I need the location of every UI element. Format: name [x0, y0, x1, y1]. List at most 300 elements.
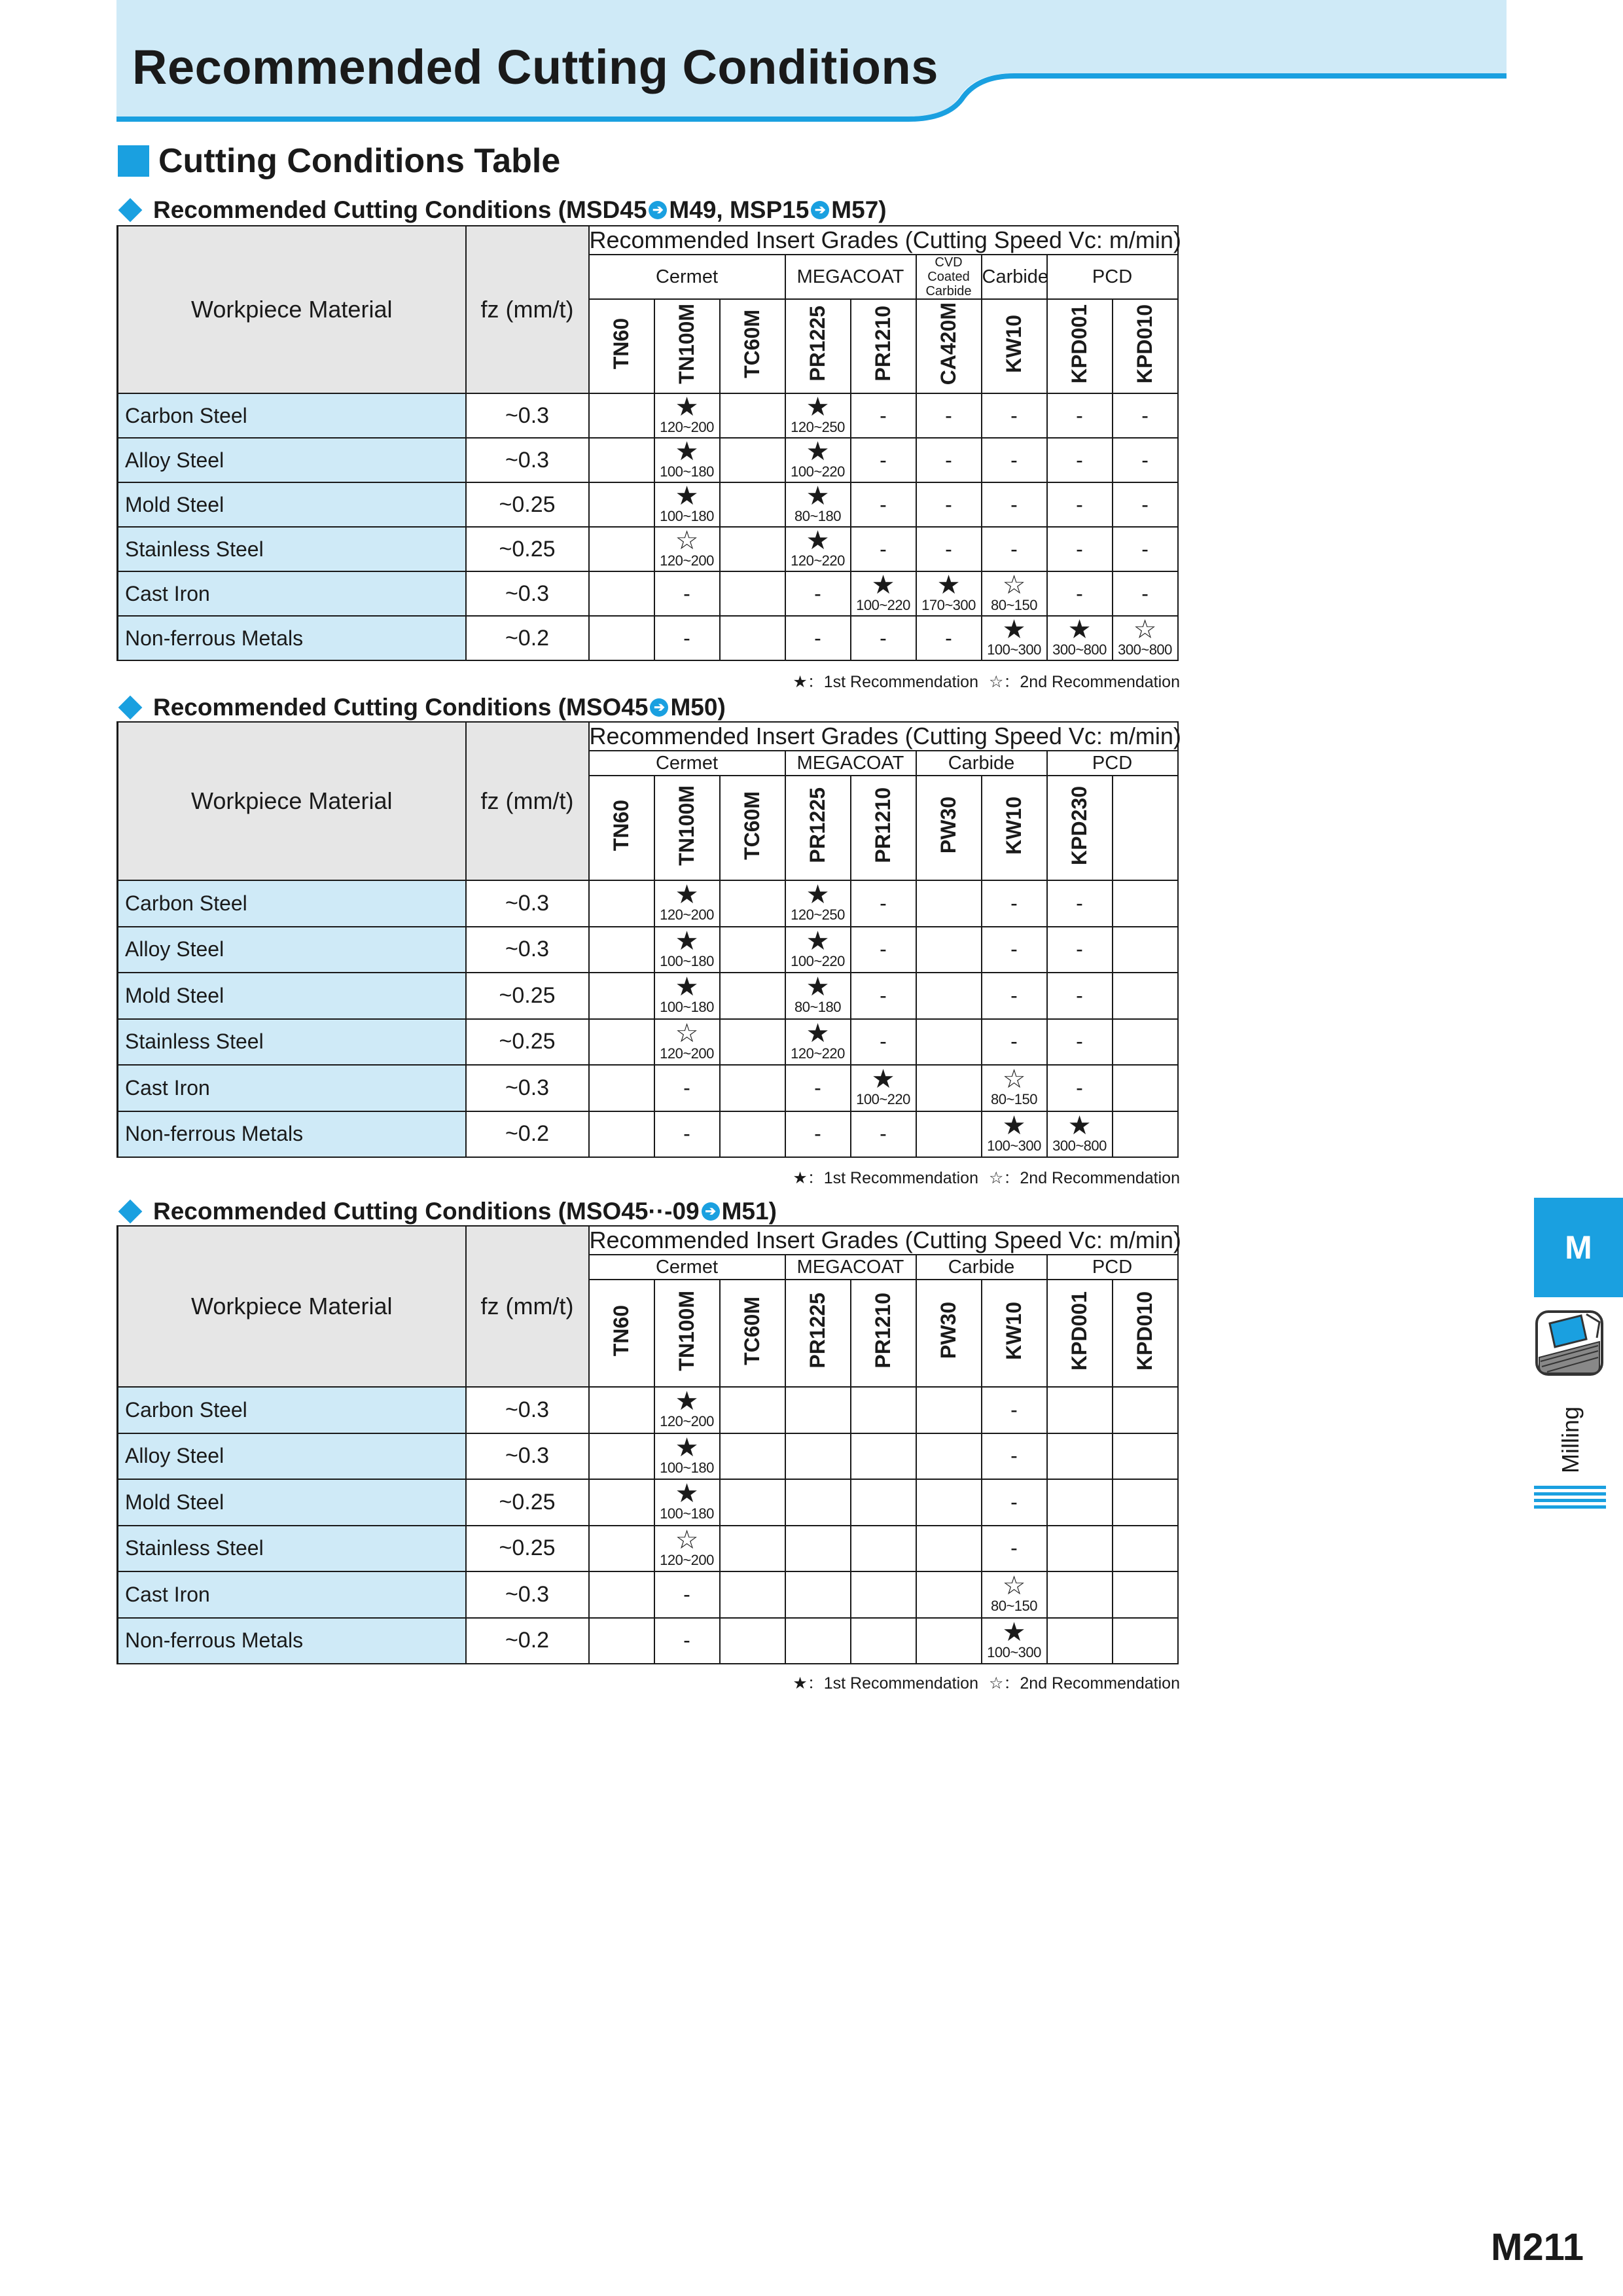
grade-label: PW30	[936, 1302, 960, 1359]
dash-mark: -	[945, 403, 952, 427]
grade-value-cell	[1047, 1618, 1113, 1664]
table-heading-part: M57)	[831, 196, 887, 223]
legend-1	[782, 669, 1180, 692]
table-heading-2	[118, 691, 726, 724]
cutting-speed: 100~180	[660, 508, 714, 524]
grade-value-cell	[785, 880, 851, 927]
grade-label: PR1225	[806, 1293, 829, 1369]
grade-value-cell	[720, 393, 785, 438]
grade-label: TN60	[609, 317, 633, 370]
cutting-speed: 120~200	[660, 419, 714, 435]
grade-label: TC60M	[740, 1296, 764, 1365]
first-recommendation-star-icon: ★	[675, 1387, 699, 1416]
diamond-bullet-icon	[118, 198, 143, 223]
grade-value-cell	[916, 1387, 982, 1433]
grade-value-cell	[720, 571, 785, 616]
grade-header	[785, 1280, 851, 1387]
dash-mark: -	[1010, 492, 1018, 516]
material-cell: Carbon Steel	[118, 1387, 466, 1433]
cutting-table-2	[116, 721, 1179, 1158]
grade-value-cell	[851, 1618, 916, 1664]
legend-first: ★：1st Recommendation	[793, 1169, 978, 1187]
grade-value-cell	[1113, 393, 1178, 438]
cutting-table-1	[116, 225, 1179, 661]
grade-value-cell	[1047, 616, 1113, 660]
dash-mark: -	[880, 403, 887, 427]
table-heading-part: (MSO45	[558, 694, 649, 721]
fz-cell: ~0.25	[466, 1479, 589, 1526]
first-recommendation-star-icon: ★	[1067, 615, 1092, 644]
grade-header	[916, 776, 982, 880]
material-cell: Alloy Steel	[118, 1433, 466, 1480]
fz-cell: ~0.2	[466, 1111, 589, 1158]
dash-mark: -	[1141, 537, 1149, 561]
grade-value-cell	[720, 1111, 785, 1158]
first-recommendation-star-icon: ★	[806, 926, 830, 956]
grade-value-cell	[785, 571, 851, 616]
grade-value-cell	[720, 1526, 785, 1572]
legend-second: ☆：2nd Recommendation	[988, 1674, 1180, 1693]
first-recommendation-star-icon: ★	[675, 393, 699, 422]
grade-label: PR1210	[871, 1293, 895, 1369]
first-recommendation-star-icon: ★	[871, 1065, 895, 1094]
grade-label: KW10	[1002, 314, 1026, 373]
dash-mark: -	[945, 626, 952, 650]
grade-header	[589, 1280, 654, 1387]
grade-value-cell	[785, 438, 851, 482]
grade-header	[1047, 299, 1113, 393]
grade-value-cell	[982, 880, 1047, 927]
material-cell: Mold Steel	[118, 482, 466, 527]
first-recommendation-star-icon: ★	[675, 880, 699, 910]
grade-value-cell	[654, 1065, 720, 1111]
table-row	[118, 616, 1178, 660]
arrow-right-icon: ➔	[650, 698, 668, 717]
fz-cell: ~0.3	[466, 393, 589, 438]
grade-value-cell	[916, 1065, 982, 1111]
grade-value-cell	[916, 482, 982, 527]
table-row	[118, 1065, 1178, 1111]
dash-mark: -	[880, 983, 887, 1007]
second-recommendation-star-icon: ☆	[1002, 1571, 1026, 1601]
grade-value-cell	[589, 927, 654, 973]
table-heading-3	[118, 1195, 777, 1228]
first-recommendation-star-icon: ★	[1002, 615, 1026, 644]
table-heading-prefix: Recommended Cutting Conditions	[153, 196, 552, 223]
grade-label: TN100M	[675, 303, 698, 384]
grade-value-cell	[1113, 1111, 1178, 1158]
section-square-icon	[118, 145, 149, 177]
table-row	[118, 482, 1178, 527]
grade-value-cell	[851, 1387, 916, 1433]
dash-mark: -	[880, 937, 887, 961]
cutting-speed: 80~180	[794, 999, 842, 1016]
grade-value-cell	[654, 1387, 720, 1433]
arrow-right-icon: ➔	[702, 1202, 720, 1221]
grade-value-cell	[851, 880, 916, 927]
dash-mark: -	[683, 626, 690, 650]
grade-family-header: Carbide	[916, 1255, 1047, 1280]
second-recommendation-star-icon: ☆	[1002, 1065, 1026, 1094]
grade-label: PR1210	[871, 787, 895, 863]
grade-value-cell	[1047, 1065, 1113, 1111]
grade-header	[982, 776, 1047, 880]
cutting-speed: 120~200	[660, 1551, 714, 1568]
grade-value-cell	[785, 1618, 851, 1664]
grade-value-cell	[1113, 571, 1178, 616]
grade-value-cell	[982, 1019, 1047, 1066]
cutting-speed: 100~180	[660, 1505, 714, 1522]
grade-value-cell	[785, 1479, 851, 1526]
grade-value-cell	[589, 1065, 654, 1111]
table-heading-part: M49, MSP15	[669, 196, 810, 223]
grade-value-cell	[785, 616, 851, 660]
cutting-speed: 120~250	[791, 419, 845, 435]
legend-second: ☆：2nd Recommendation	[988, 1169, 1180, 1187]
grade-value-cell	[720, 927, 785, 973]
grade-value-cell	[654, 527, 720, 571]
cutting-speed: 100~300	[987, 641, 1041, 658]
grade-value-cell	[916, 1111, 982, 1158]
dash-mark: -	[1141, 492, 1149, 516]
dash-mark: -	[1076, 581, 1083, 605]
grade-label: TN100M	[675, 785, 698, 866]
material-cell: Cast Iron	[118, 1065, 466, 1111]
first-recommendation-star-icon: ★	[936, 571, 961, 600]
dash-mark: -	[683, 1122, 690, 1146]
grade-family-header: MEGACOAT	[785, 751, 916, 776]
first-recommendation-star-icon: ★	[675, 1479, 699, 1509]
dash-mark: -	[945, 537, 952, 561]
first-recommendation-star-icon: ★	[675, 973, 699, 1002]
grade-value-cell	[916, 438, 982, 482]
grade-value-cell	[589, 527, 654, 571]
cutting-speed: 120~200	[660, 552, 714, 569]
fz-cell: ~0.3	[466, 1571, 589, 1618]
fz-cell: ~0.3	[466, 1433, 589, 1480]
cutting-speed: 300~800	[1118, 641, 1172, 658]
grade-value-cell	[982, 616, 1047, 660]
grade-value-cell	[654, 1433, 720, 1480]
grade-value-cell	[1047, 880, 1113, 927]
table-row	[118, 973, 1178, 1019]
dash-mark: -	[1010, 937, 1018, 961]
side-decoration-lines	[1534, 1486, 1606, 1512]
grade-value-cell	[589, 1019, 654, 1066]
grade-header	[654, 776, 720, 880]
grade-value-cell	[654, 1019, 720, 1066]
material-cell: Mold Steel	[118, 1479, 466, 1526]
fz-cell: ~0.3	[466, 1065, 589, 1111]
grade-value-cell	[851, 1019, 916, 1066]
grade-header	[1047, 1280, 1113, 1387]
grade-value-cell	[589, 1526, 654, 1572]
grade-value-cell	[654, 393, 720, 438]
dash-mark: -	[880, 626, 887, 650]
cutting-speed: 100~220	[856, 597, 910, 613]
legend-first: ★：1st Recommendation	[793, 673, 978, 691]
grade-value-cell	[916, 1618, 982, 1664]
grade-header	[720, 299, 785, 393]
material-cell: Mold Steel	[118, 973, 466, 1019]
grade-value-cell	[720, 1065, 785, 1111]
material-cell: Cast Iron	[118, 571, 466, 616]
material-cell: Alloy Steel	[118, 438, 466, 482]
cutting-speed: 100~180	[660, 952, 714, 969]
grade-value-cell	[1047, 1387, 1113, 1433]
grade-value-cell	[589, 438, 654, 482]
page-title-bar	[116, 0, 1507, 122]
legend-2	[782, 1165, 1180, 1189]
material-cell: Cast Iron	[118, 1571, 466, 1618]
grade-value-cell	[589, 1571, 654, 1618]
milling-label-text: Milling	[1557, 1406, 1584, 1474]
grade-value-cell	[1047, 1526, 1113, 1572]
grade-value-cell	[785, 482, 851, 527]
grade-value-cell	[916, 571, 982, 616]
arrow-right-icon: ➔	[811, 201, 829, 219]
material-cell: Non-ferrous Metals	[118, 616, 466, 660]
dash-mark: -	[880, 891, 887, 915]
material-cell: Carbon Steel	[118, 393, 466, 438]
grade-value-cell	[851, 1479, 916, 1526]
dash-mark: -	[1010, 403, 1018, 427]
grade-value-cell	[589, 1433, 654, 1480]
grade-value-cell	[1047, 1479, 1113, 1526]
material-cell: Non-ferrous Metals	[118, 1111, 466, 1158]
dash-mark: -	[814, 1075, 821, 1100]
grade-header	[785, 776, 851, 880]
grade-header	[982, 1280, 1047, 1387]
grade-label: KW10	[1002, 1301, 1026, 1360]
grade-value-cell	[589, 880, 654, 927]
grade-value-cell	[785, 1387, 851, 1433]
fz-cell: ~0.25	[466, 1019, 589, 1066]
grade-value-cell	[982, 1618, 1047, 1664]
grade-value-cell	[785, 973, 851, 1019]
grade-family-header: PCD	[1047, 1255, 1178, 1280]
grade-family-header: MEGACOAT	[785, 1255, 916, 1280]
grade-family-header: CVD Coated Carbide	[916, 255, 982, 299]
workpiece-material-header: Workpiece Material	[118, 722, 466, 880]
dash-mark: -	[880, 1030, 887, 1054]
grade-value-cell	[916, 973, 982, 1019]
grade-value-cell	[916, 880, 982, 927]
first-recommendation-star-icon: ★	[806, 393, 830, 422]
arrow-right-icon: ➔	[649, 201, 667, 219]
grade-value-cell	[785, 1571, 851, 1618]
workpiece-material-header: Workpiece Material	[118, 1226, 466, 1387]
grade-value-cell	[720, 1571, 785, 1618]
first-recommendation-star-icon: ★	[675, 1433, 699, 1462]
grade-value-cell	[851, 1111, 916, 1158]
cutting-speed: 100~180	[660, 999, 714, 1016]
grade-value-cell	[654, 1618, 720, 1664]
grade-value-cell	[1047, 527, 1113, 571]
grade-value-cell	[785, 927, 851, 973]
grade-value-cell	[720, 527, 785, 571]
first-recommendation-star-icon: ★	[1002, 1111, 1026, 1140]
grade-value-cell	[1113, 482, 1178, 527]
grade-label: KPD230	[1067, 785, 1091, 865]
grade-value-cell	[785, 527, 851, 571]
grade-value-cell	[589, 1111, 654, 1158]
dash-mark: -	[945, 492, 952, 516]
table-row	[118, 438, 1178, 482]
grade-label: PR1225	[806, 787, 829, 863]
grade-header	[720, 776, 785, 880]
grade-header	[1113, 776, 1178, 880]
grade-value-cell	[785, 1433, 851, 1480]
dash-mark: -	[1076, 403, 1083, 427]
table-row	[118, 1019, 1178, 1066]
grade-value-cell	[1113, 1433, 1178, 1480]
grade-value-cell	[589, 616, 654, 660]
fz-cell: ~0.25	[466, 973, 589, 1019]
grade-header	[916, 1280, 982, 1387]
grade-value-cell	[851, 571, 916, 616]
cutting-speed: 100~180	[660, 1459, 714, 1476]
cutting-speed: 80~180	[794, 508, 842, 524]
grade-value-cell	[720, 1019, 785, 1066]
grade-value-cell	[589, 482, 654, 527]
fz-cell: ~0.3	[466, 927, 589, 973]
grade-value-cell	[1047, 438, 1113, 482]
grade-value-cell	[851, 393, 916, 438]
second-recommendation-star-icon: ☆	[1002, 571, 1026, 600]
grade-label: TN60	[609, 799, 633, 852]
first-recommendation-star-icon: ★	[871, 571, 895, 600]
fz-cell: ~0.3	[466, 571, 589, 616]
side-tab-letter[interactable]: M	[1534, 1198, 1623, 1297]
grade-value-cell	[982, 1479, 1047, 1526]
dash-mark: -	[1010, 537, 1018, 561]
grade-value-cell	[851, 1526, 916, 1572]
grade-value-cell	[654, 927, 720, 973]
cutting-speed: 170~300	[921, 597, 976, 613]
grade-value-cell	[1047, 927, 1113, 973]
table-heading-1	[118, 194, 887, 226]
fz-cell: ~0.3	[466, 1387, 589, 1433]
grade-value-cell	[654, 973, 720, 1019]
dash-mark: -	[1010, 1030, 1018, 1054]
milling-label	[1551, 1401, 1590, 1479]
grade-value-cell	[982, 482, 1047, 527]
grade-value-cell	[916, 1571, 982, 1618]
grade-family-header: MEGACOAT	[785, 255, 916, 299]
first-recommendation-star-icon: ★	[806, 880, 830, 910]
grade-value-cell	[851, 1571, 916, 1618]
cutting-speed: 120~200	[660, 1413, 714, 1430]
dash-mark: -	[1141, 403, 1149, 427]
table-row	[118, 1111, 1178, 1158]
table-row	[118, 880, 1178, 927]
grade-value-cell	[654, 1111, 720, 1158]
material-cell: Non-ferrous Metals	[118, 1618, 466, 1664]
dash-mark: -	[1076, 937, 1083, 961]
grade-value-cell	[851, 1433, 916, 1480]
grade-value-cell	[720, 973, 785, 1019]
cutting-speed: 80~150	[990, 1091, 1038, 1108]
grade-value-cell	[589, 393, 654, 438]
grade-value-cell	[589, 973, 654, 1019]
dash-mark: -	[1141, 448, 1149, 472]
dash-mark: -	[814, 1122, 821, 1146]
milling-icon	[1534, 1309, 1605, 1377]
grade-value-cell	[654, 880, 720, 927]
grade-value-cell	[720, 438, 785, 482]
dash-mark: -	[683, 1628, 690, 1653]
grade-value-cell	[589, 1618, 654, 1664]
dash-mark: -	[814, 626, 821, 650]
section-title: Cutting Conditions Table	[158, 142, 561, 180]
dash-mark: -	[1076, 448, 1083, 472]
cutting-speed: 100~220	[791, 463, 845, 480]
table-row	[118, 1618, 1178, 1664]
grade-header	[785, 299, 851, 393]
dash-mark: -	[880, 448, 887, 472]
grade-value-cell	[1047, 1019, 1113, 1066]
dash-mark: -	[1010, 891, 1018, 915]
grade-value-cell	[851, 482, 916, 527]
grade-label: TN60	[609, 1304, 633, 1357]
grade-value-cell	[785, 1065, 851, 1111]
fz-cell: ~0.2	[466, 1618, 589, 1664]
grade-header	[851, 299, 916, 393]
grade-label: CA420M	[936, 302, 960, 386]
grade-header	[589, 299, 654, 393]
grade-header	[720, 1280, 785, 1387]
grade-header	[851, 1280, 916, 1387]
dash-mark: -	[1010, 983, 1018, 1007]
fz-cell: ~0.3	[466, 880, 589, 927]
grade-label: KW10	[1002, 796, 1026, 855]
table-heading-prefix: Recommended Cutting Conditions	[153, 1198, 552, 1225]
grade-value-cell	[851, 527, 916, 571]
cutting-speed: 120~200	[660, 1045, 714, 1062]
grade-label: PR1225	[806, 306, 829, 382]
grade-value-cell	[916, 616, 982, 660]
grade-label: TN100M	[675, 1290, 698, 1371]
legend-first: ★：1st Recommendation	[793, 1674, 978, 1693]
cutting-speed: 80~150	[990, 1598, 1038, 1615]
material-cell: Alloy Steel	[118, 927, 466, 973]
grade-value-cell	[982, 438, 1047, 482]
grade-value-cell	[720, 880, 785, 927]
section-heading	[118, 140, 560, 182]
material-cell: Carbon Steel	[118, 880, 466, 927]
grade-value-cell	[785, 1019, 851, 1066]
grade-value-cell	[720, 482, 785, 527]
page-number: M211	[1491, 2226, 1584, 2269]
grade-value-cell	[851, 616, 916, 660]
grade-value-cell	[916, 1526, 982, 1572]
cutting-speed: 300~800	[1052, 641, 1107, 658]
dash-mark: -	[1010, 1490, 1018, 1514]
grade-label: KPD001	[1067, 304, 1091, 384]
cutting-speed: 100~220	[791, 952, 845, 969]
table-row	[118, 1571, 1178, 1618]
fz-cell: ~0.2	[466, 616, 589, 660]
grade-value-cell	[851, 927, 916, 973]
dash-mark: -	[683, 1582, 690, 1606]
grade-value-cell	[1047, 1571, 1113, 1618]
second-recommendation-star-icon: ☆	[675, 1018, 699, 1048]
grade-label: KPD010	[1133, 304, 1157, 384]
cutting-speed: 120~200	[660, 906, 714, 924]
grade-value-cell	[1113, 973, 1178, 1019]
dash-mark: -	[1076, 891, 1083, 915]
